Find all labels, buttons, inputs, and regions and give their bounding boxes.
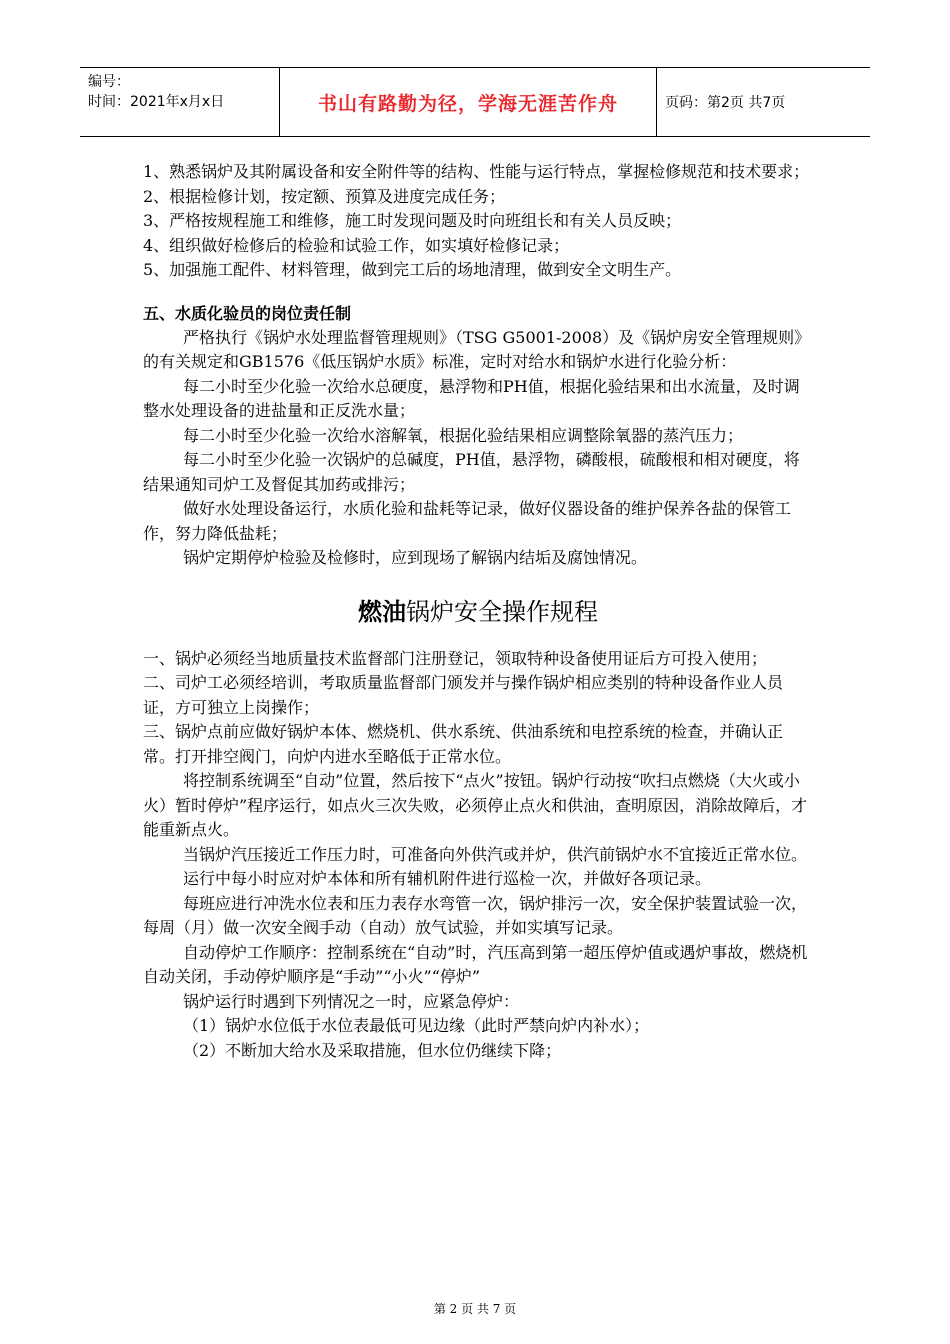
section4-item: 2、根据检修计划，按定额、预算及进度完成任务； (143, 186, 506, 206)
title-bold-part: 燃油 (358, 597, 406, 626)
page-footer: 第 2 页 共 7 页 (433, 1302, 517, 1316)
section5-paragraph: 严格执行《锅炉水处理监督管理规则》（TSG G5001-2008）及《锅炉房安全管理规则》的有关规定和GB1576《低压锅炉水质》标准，定时对给水和锅炉水进行化验分析： (143, 327, 811, 371)
section5-heading: 五、水质化验员的岗位责任制 (143, 303, 352, 323)
header-page-info: 页码：第2页 共7页 (665, 95, 786, 111)
section4-item: 4、组织做好检修后的检验和试验工作，如实填好检修记录； (143, 235, 570, 255)
rule-paragraph: 当锅炉汽压接近工作压力时，可准备向外供汽或并炉，供汽前锅炉水不宜接近正常水位。 (183, 844, 808, 864)
section4-item: 5、加强施工配件、材料管理，做到完工后的场地清理，做到安全文明生产。 (143, 260, 682, 279)
rule-paragraph: 锅炉运行时遇到下列情况之一时，应紧急停炉： (183, 991, 520, 1011)
section4-item: 1、熟悉锅炉及其附属设备和安全附件等的结构、性能与运行特点，掌握检修规范和技术要求； (143, 162, 810, 181)
rule-paragraph: 将控制系统调至“自动”位置，然后按下“点火”按钮。锅炉行动按“吹扫点燃烧（大火或小火）暂时停炉”程序运行，如点火三次失败，必须停止点火和供油，查明原因，消除故障后，才能重新点火。 (143, 771, 808, 839)
emergency-item: （2）不断加大给水及采取措施，但水位仍继续下降； (183, 1040, 562, 1060)
emergency-item: （1）锅炉水位低于水位表最低可见边缘（此时严禁向炉内补水）； (183, 1016, 650, 1035)
serial-label: 编号： (88, 74, 130, 90)
rule-paragraph: 每班应进行冲洗水位表和压力表存水弯管一次，锅炉排污一次，安全保护装置试验一次，每周（月）做一次安全阀手动（自动）放气试验，并如实填写记录。 (143, 893, 808, 937)
document-header (80, 67, 870, 137)
rule-item: 三、锅炉点前应做好锅炉本体、燃烧机、供水系统、供油系统和电控系统的检查，并确认正常。打开排空阀门，向炉内进水至略低于正常水位。 (143, 722, 784, 766)
header-motto: 书山有路勤为径，学海无涯苦作舟 (280, 68, 657, 136)
document-body (143, 160, 813, 1063)
section5-paragraph: 做好水处理设备运行，水质化验和盐耗等记录，做好仪器设备的维护保养各盐的保管工作，努力降低盐耗； (143, 499, 792, 543)
title-rest: 锅炉安全操作规程 (406, 597, 598, 626)
section5-paragraph: 每二小时至少化验一次给水溶解氧，根据化验结果相应调整除氧器的蒸汽压力； (183, 425, 744, 445)
rule-paragraph: 自动停炉工作顺序：控制系统在“自动”时，汽压高到第一超压停炉值或遇炉事故，燃烧机自动关闭，手动停炉顺序是“手动”“小火”“停炉” (143, 942, 808, 986)
section4-item: 3、严格按规程施工和维修，施工时发现问题及时向班组长和有关人员反映； (143, 211, 682, 230)
section5-paragraph: 每二小时至少化验一次给水总硬度，悬浮物和PH值，根据化验结果和出水流量，及时调整水处理设备的进盐量和正反洗水量； (143, 376, 800, 420)
rule-item: 一、锅炉必须经当地质量技术监督部门注册登记，领取特种设备使用证后方可投入使用； (143, 648, 768, 668)
section5-paragraph: 锅炉定期停炉检验及检修时，应到现场了解锅内结垢及腐蚀情况。 (183, 548, 648, 567)
section5-paragraph: 每二小时至少化验一次锅炉的总碱度，PH值，悬浮物，磷酸根，硫酸根和相对硬度，将结果通知司炉工及督促其加药或排污； (143, 450, 800, 494)
rule-item: 二、司炉工必须经培训，考取质量监督部门颁发并与操作锅炉相应类别的特种设备作业人员证，方可独立上岗操作； (143, 673, 784, 717)
date-line: 时间：2021年x月x日 (88, 94, 225, 110)
rule-paragraph: 运行中每小时应对炉本体和所有辅机附件进行巡检一次，并做好各项记录。 (183, 869, 712, 888)
document-title (143, 597, 813, 627)
header-meta-cell (80, 68, 280, 136)
